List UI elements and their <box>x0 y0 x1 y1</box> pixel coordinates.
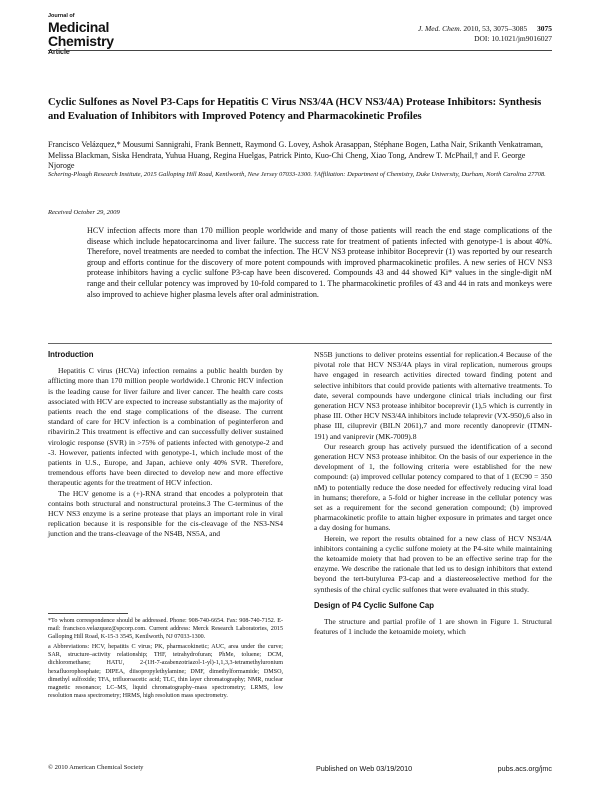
intro-paragraph-1: Hepatitis C virus (HCVa) infection remains a public health burden by afflicting more than 170 million people worldwide.1 Chronic HCV infection is the leading cause for liver failure and liver cancer. The health care costs associated with HCV are expected to increase substantially as the majority of patients reach the end stage complications of the disease. The current standard of care for HCV infection is a combination of peginterferon and ribavirin.2 This treatment is effective and can successfully deliver sustained virologic response (SVR) in >75% of patients infected with genotype-2 and -3. However, patients infected with genotype-1, which include most of the patients in U.S., Europe, and Japan, achieve only 40% SVR. Therefore, tremendous efforts have been directed to develop new and more effective therapeutic agents for the treatment of HCV infection. <box>48 366 283 488</box>
article-title: Cyclic Sulfones as Novel P3-Caps for Hepatitis C Virus NS3/4A (HCV NS3/4A) Protease Inhibitors: Synthesis and Evaluation of Inhibitors with Improved Potency and Pharmacokinetic Profiles <box>48 97 542 122</box>
logo-line1: Medicinal <box>48 18 110 35</box>
abstract-divider <box>48 343 552 344</box>
left-column <box>48 350 283 540</box>
body-paragraph-2: Our research group has actively pursued the identification of a second generation HCV NS3 protease inhibitor. On the basis of our experience in the development of 1, the following criteria were established for the new compound: (a) improved cellular potency compared to that of 1 (EC90 = 350 nM) to potentially reduce the dose needed for effectively reducing viral load in humans; therefore, a 5-fold or higher increase in the cellular potency was set as a requirement for the second generation compound; (b) improved pharmacokinetic profile to attain higher exposure in primates and target once a day dosing for humans. <box>314 441 552 533</box>
intro-paragraph-2: The HCV genome is a (+)-RNA strand that encodes a polyprotein that contains both structural and nonstructural proteins.3 The C-terminus of the HCV NS3 enzyme is a serine protease that plays an important role in viral replication because it is responsible for the cis-cleavage of the NS3-NS4 junction and the trans-cleavage of the NS4B, NS5A, and <box>48 488 283 539</box>
journal-url[interactable]: pubs.acs.org/jmc <box>497 764 552 773</box>
abstract: HCV infection affects more than 170 million people worldwide and many of those patients will reach the end stage complications of the disease which include hepatocarcinoma and liver failure. The success rate for treatment of patients infected with genotype-1 is about 40%. Therefore, novel treatments are needed to combat the infection. The HCV NS3 protease inhibitor Boceprevir (1) was reported by our research group and efforts continue for the discovery of more potent compounds with improved pharmacokinetic profiles. A new series of HCV NS3 protease inhibitors having a cyclic sulfone P3-cap have been discovered. Compounds 43 and 44 showed Ki* values in the single-digit nM range and their cellular potency was improved by 10-fold compared to 1. The pharmacokinetic profiles of 43 and 44 in rats and monkeys were also improved to achieve higher plasma levels after oral administration. <box>87 226 552 299</box>
body-paragraph-4: The structure and partial profile of 1 are shown in Figure 1. Structural features of 1 include the ketoamide moiety, which <box>314 617 552 637</box>
doi: DOI: 10.1021/jm9016027 <box>474 34 552 43</box>
published-date: Published on Web 03/19/2010 <box>316 764 413 773</box>
logo-article-label: Article <box>48 48 70 56</box>
body-paragraph-1: NS5B junctions to deliver proteins essential for replication.4 Because of the pivotal role that HCV NS3/4A plays in viral replication, numerous groups have engaged in research activities directed toward finding potent and selective inhibitors that could provide patients with alternative treatments. To date, several compounds have undergone clinical trials including our first generation HCV NS3 protease inhibitor boceprevir (1),5 which is currently in phase III. Other HCV NS3/4A inhibitors include telaprevir (VX-950),6 also in phase III, ciluprevir (BILN 2061),7 and more recently danoprevir (ITMN-191) and vaniprevir (MK-7009).8 <box>314 350 552 441</box>
received-date: Received October 29, 2009 <box>48 209 120 216</box>
footnote-divider <box>48 613 128 614</box>
citation-block <box>302 24 552 44</box>
section-heading-design: Design of P4 Cyclic Sulfone Cap <box>314 600 435 610</box>
section-heading-introduction: Introduction <box>48 350 94 359</box>
right-column <box>314 350 552 637</box>
body-paragraph-3: Herein, we report the results obtained for a new class of HCV NS3/4A inhibitors containing a cyclic sulfone moiety at the P4-site while maintaining the ketoamide moiety that had proven to be an effective serine trap for the enzyme. We describe the rationale that led us to design inhibitors that extend beyond the tert-butylurea P3-cap and a diastereoselective method for the synthesis of the chiral cyclic sulfones that were evaluated in this study. <box>314 533 552 594</box>
page-number: 3075 <box>537 24 552 33</box>
author-list: Francisco Velázquez,* Mousumi Sannigrahi, Frank Bennett, Raymond G. Lovey, Ashok Arasappan, Stéphane Bogen, Latha Nair, Srikanth Venkatraman, Melissa Blackman, Siska Hendrata, Yuhua Huang, Regina Huelgas, Patrick Pinto, Kuo-Chi Cheng, Xiao Tong, Andrew T. McPhail,† and F. George Njoroge <box>48 140 543 171</box>
logo-small-text: Journal of <box>48 13 75 19</box>
header-divider <box>48 50 552 51</box>
footnotes <box>48 617 283 702</box>
copyright: © 2010 American Chemical Society <box>48 764 144 771</box>
footnote-abbreviations: a Abbreviations: HCV, hepatitis C virus; PK, pharmacokinetic; AUC, area under the curve; SAR, structure–activity relationship; THF, tetrahydrofuran; PhMe, toluene; DCM, dichloromethane; HATU, 2-(1H-7-azabenzotriazol-1-yl)-1,1,3,3-tetramethyluronium hexafluorophosphate; DIPEA, diisopropylethylamine; DMF, dimethylformamide; DMSO, dimethyl sulfoxide; TFA, trifluoroacetic acid; TLC, thin layer chromatography; NMR, nuclear magnetic resonance; LC–MS, liquid chromatography–mass spectrometry; LRMS, low resolution mass spectrometry; HRMS, high resolution mass spectrometry. <box>48 644 283 699</box>
footnote-correspondence: *To whom correspondence should be addressed. Phone: 908-740-6654. Fax: 908-740-7152. E-mail: francisco.velazquez@spcorp.com. Current address: Merck Research Laboratories, 2015 Galloping Hill Road, K-15-3 3545, Kenilworth, NJ 07033-1300. <box>48 618 283 641</box>
year-volume-pages: 2010, 53, 3075–3085 <box>463 24 528 33</box>
journal-name: J. Med. Chem. <box>417 24 462 33</box>
logo-line2: Chemistry <box>48 32 114 49</box>
affiliation: Schering-Plough Research Institute, 2015 Galloping Hill Road, Kenilworth, New Jersey 07033-1300. †Affiliation: Department of Chemistry, Duke University, Durham, North Carolina 27708. <box>48 171 546 178</box>
